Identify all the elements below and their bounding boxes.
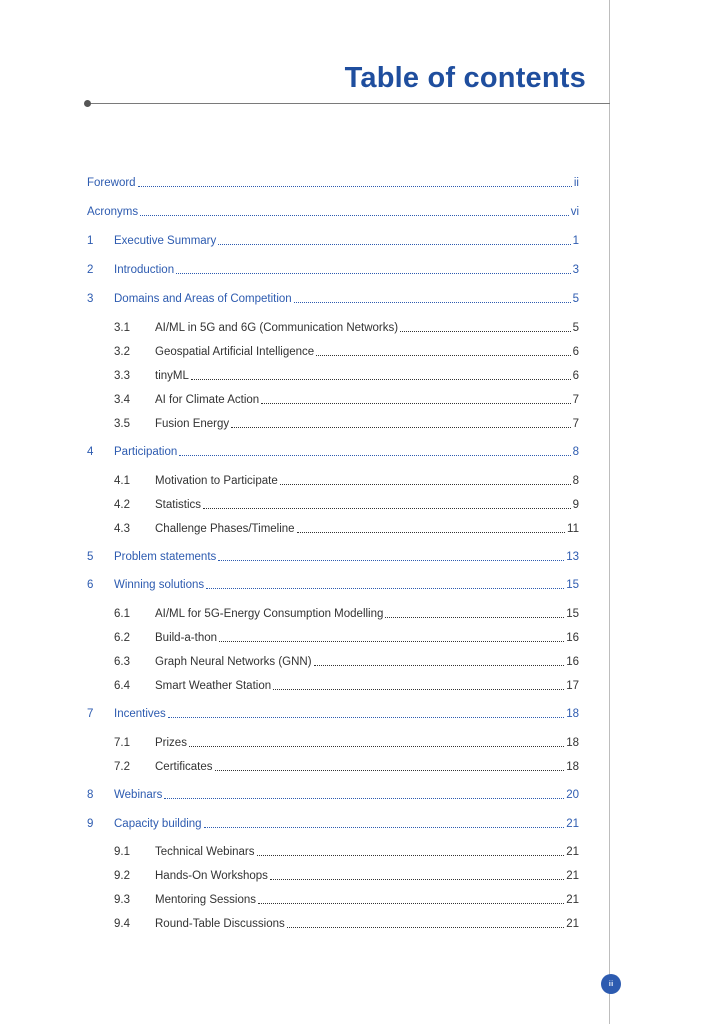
toc-entry-number: 9.3 <box>114 894 130 906</box>
toc-entry[interactable] <box>87 445 579 459</box>
dot-leader <box>297 531 565 533</box>
toc-entry-page: 3 <box>572 264 579 276</box>
toc-entry-page: 21 <box>566 818 579 830</box>
toc-subentry[interactable] <box>114 845 579 859</box>
toc-entry[interactable] <box>87 176 579 190</box>
dot-leader <box>140 214 569 216</box>
toc-entry-number: 4.1 <box>114 475 130 487</box>
toc-entry[interactable] <box>87 263 579 277</box>
toc-entry-page: ii <box>573 177 579 189</box>
toc-subentry[interactable] <box>114 417 579 431</box>
toc-entry-number: 6 <box>87 579 94 591</box>
toc-entry-page: 18 <box>566 761 579 773</box>
toc-entry-page: 21 <box>566 894 579 906</box>
toc-entry-number: 3.3 <box>114 370 130 382</box>
toc-entry-label: Smart Weather Station <box>155 680 272 692</box>
toc-entry-label: Geospatial Artificial Intelligence <box>155 346 315 358</box>
toc-entry-page: 21 <box>566 870 579 882</box>
toc-entry-label: Certificates <box>155 761 213 773</box>
toc-entry-number: 9.2 <box>114 870 130 882</box>
toc-entry-page: 16 <box>566 656 579 668</box>
toc-entry-page: 21 <box>566 846 579 858</box>
toc-entry-number: 7 <box>87 708 94 720</box>
toc-entry[interactable] <box>87 788 579 802</box>
toc-entry-page: vi <box>570 206 579 218</box>
dot-leader <box>219 640 564 642</box>
toc-entry-page: 5 <box>572 322 579 334</box>
toc-entry-page: 16 <box>566 632 579 644</box>
toc-subentry[interactable] <box>114 498 579 512</box>
toc-entry-label: Executive Summary <box>114 235 217 247</box>
dot-leader <box>261 402 570 404</box>
toc-entry-label: Challenge Phases/Timeline <box>155 523 295 535</box>
toc-entry-page: 11 <box>567 523 579 535</box>
toc-entry-page: 18 <box>566 737 579 749</box>
toc-entry-number: 3.4 <box>114 394 130 406</box>
toc-entry-label: Prizes <box>155 737 187 749</box>
dot-leader <box>294 301 571 303</box>
dot-leader <box>203 507 571 509</box>
toc-entry[interactable] <box>87 234 579 248</box>
toc-entry-label: Round-Table Discussions <box>155 918 285 930</box>
toc-entry-page: 9 <box>572 499 579 511</box>
toc-entry-label: Statistics <box>155 499 202 511</box>
toc-entry-page: 21 <box>566 918 579 930</box>
toc-entry-number: 6.3 <box>114 656 130 668</box>
toc-entry-page: 20 <box>566 789 579 801</box>
toc-entry-label: Incentives <box>114 708 166 720</box>
toc-entry-number: 9.4 <box>114 918 130 930</box>
toc-entry-label: Foreword <box>87 177 136 189</box>
dot-leader <box>164 797 564 799</box>
toc-entry-number: 6.2 <box>114 632 130 644</box>
toc-entry-number: 3.1 <box>114 322 130 334</box>
toc-entry-label: Build-a-thon <box>155 632 218 644</box>
toc-entry-number: 9 <box>87 818 94 830</box>
toc-entry-page: 17 <box>566 680 579 692</box>
dot-leader <box>215 769 565 771</box>
toc-entry-page: 7 <box>572 418 579 430</box>
toc-entry-label: Hands-On Workshops <box>155 870 268 882</box>
toc-subentry[interactable] <box>114 679 579 693</box>
toc-entry-label: AI/ML for 5G-Energy Consumption Modelling <box>155 608 384 620</box>
toc-entry[interactable] <box>87 817 579 831</box>
toc-entry[interactable] <box>87 205 579 219</box>
toc-entry-page: 8 <box>572 446 579 458</box>
dot-leader <box>176 272 570 274</box>
dot-leader <box>206 587 564 589</box>
toc-subentry[interactable] <box>114 631 579 645</box>
toc-entry-number: 9.1 <box>114 846 130 858</box>
dot-leader <box>179 454 570 456</box>
dot-leader <box>231 426 570 428</box>
toc-entry-label: Introduction <box>114 264 175 276</box>
dot-leader <box>270 878 564 880</box>
toc-entry[interactable] <box>87 292 579 306</box>
toc-entry-number: 1 <box>87 235 94 247</box>
toc-entry-page: 18 <box>566 708 579 720</box>
toc-entry-label: tinyML <box>155 370 189 382</box>
toc-entry[interactable] <box>87 707 579 721</box>
toc-entry-number: 4.2 <box>114 499 130 511</box>
toc-entry-label: Winning solutions <box>114 579 205 591</box>
toc-subentry[interactable] <box>114 760 579 774</box>
toc-entry-label: Problem statements <box>114 551 217 563</box>
dot-leader <box>189 745 564 747</box>
toc-subentry[interactable] <box>114 917 579 931</box>
toc-entry-number: 4 <box>87 446 94 458</box>
toc-entry-label: AI for Climate Action <box>155 394 260 406</box>
dot-leader <box>400 330 571 332</box>
dot-leader <box>316 354 570 356</box>
dot-leader <box>257 854 565 856</box>
toc-entry-number: 3 <box>87 293 94 305</box>
page-title: Table of contents <box>344 62 586 94</box>
toc-subentry[interactable] <box>114 655 579 669</box>
dot-leader <box>168 716 564 718</box>
page-number-badge: iii <box>601 974 621 994</box>
toc-entry-label: AI/ML in 5G and 6G (Communication Networks) <box>155 322 399 334</box>
toc-subentry[interactable] <box>114 522 579 536</box>
dot-leader <box>314 664 565 666</box>
toc-entry-number: 8 <box>87 789 94 801</box>
toc-entry-page: 15 <box>566 608 579 620</box>
toc-entry-page: 6 <box>572 370 579 382</box>
toc-entry-label: Graph Neural Networks (GNN) <box>155 656 312 668</box>
dot-leader <box>204 826 565 828</box>
toc-entry-page: 15 <box>566 579 579 591</box>
toc-entry-page: 5 <box>572 293 579 305</box>
dot-leader <box>218 243 570 245</box>
toc-entry-number: 3.5 <box>114 418 130 430</box>
toc-entry-number: 3.2 <box>114 346 130 358</box>
toc-entry-page: 7 <box>572 394 579 406</box>
dot-leader <box>191 378 571 380</box>
toc-entry-label: Motivation to Participate <box>155 475 278 487</box>
toc-entry-number: 5 <box>87 551 94 563</box>
toc-entry-page: 8 <box>572 475 579 487</box>
dot-leader <box>385 616 564 618</box>
dot-leader <box>273 688 564 690</box>
toc-entry-label: Participation <box>114 446 178 458</box>
toc-entry-number: 6.1 <box>114 608 130 620</box>
toc-subentry[interactable] <box>114 369 579 383</box>
toc-entry-number: 6.4 <box>114 680 130 692</box>
toc-subentry[interactable] <box>114 393 579 407</box>
toc-subentry[interactable] <box>114 869 579 883</box>
toc-entry-label: Fusion Energy <box>155 418 230 430</box>
toc-entry-label: Mentoring Sessions <box>155 894 256 906</box>
dot-leader <box>218 559 564 561</box>
toc-entry-page: 6 <box>572 346 579 358</box>
toc-subentry[interactable] <box>114 893 579 907</box>
toc-subentry[interactable] <box>114 607 579 621</box>
toc-entry[interactable] <box>87 550 579 564</box>
toc-entry-number: 7.2 <box>114 761 130 773</box>
toc-entry-page: 13 <box>566 551 579 563</box>
toc-entry[interactable] <box>87 578 579 592</box>
toc-entry-label: Domains and Areas of Competition <box>114 293 292 305</box>
toc-subentry[interactable] <box>114 321 579 335</box>
toc-subentry[interactable] <box>114 736 579 750</box>
toc-entry-number: 7.1 <box>114 737 130 749</box>
toc-entry-number: 2 <box>87 264 94 276</box>
toc-entry-page: 1 <box>572 235 579 247</box>
dot-leader <box>138 185 572 187</box>
toc-entry-label: Capacity building <box>114 818 202 830</box>
toc-subentry[interactable] <box>114 474 579 488</box>
toc-subentry[interactable] <box>114 345 579 359</box>
toc-entry-label: Technical Webinars <box>155 846 255 858</box>
dot-leader <box>280 483 571 485</box>
dot-leader <box>287 926 564 928</box>
dot-leader <box>258 902 564 904</box>
toc-entry-number: 4.3 <box>114 523 130 535</box>
toc-entry-label: Webinars <box>114 789 163 801</box>
toc-entry-label: Acronyms <box>87 206 139 218</box>
